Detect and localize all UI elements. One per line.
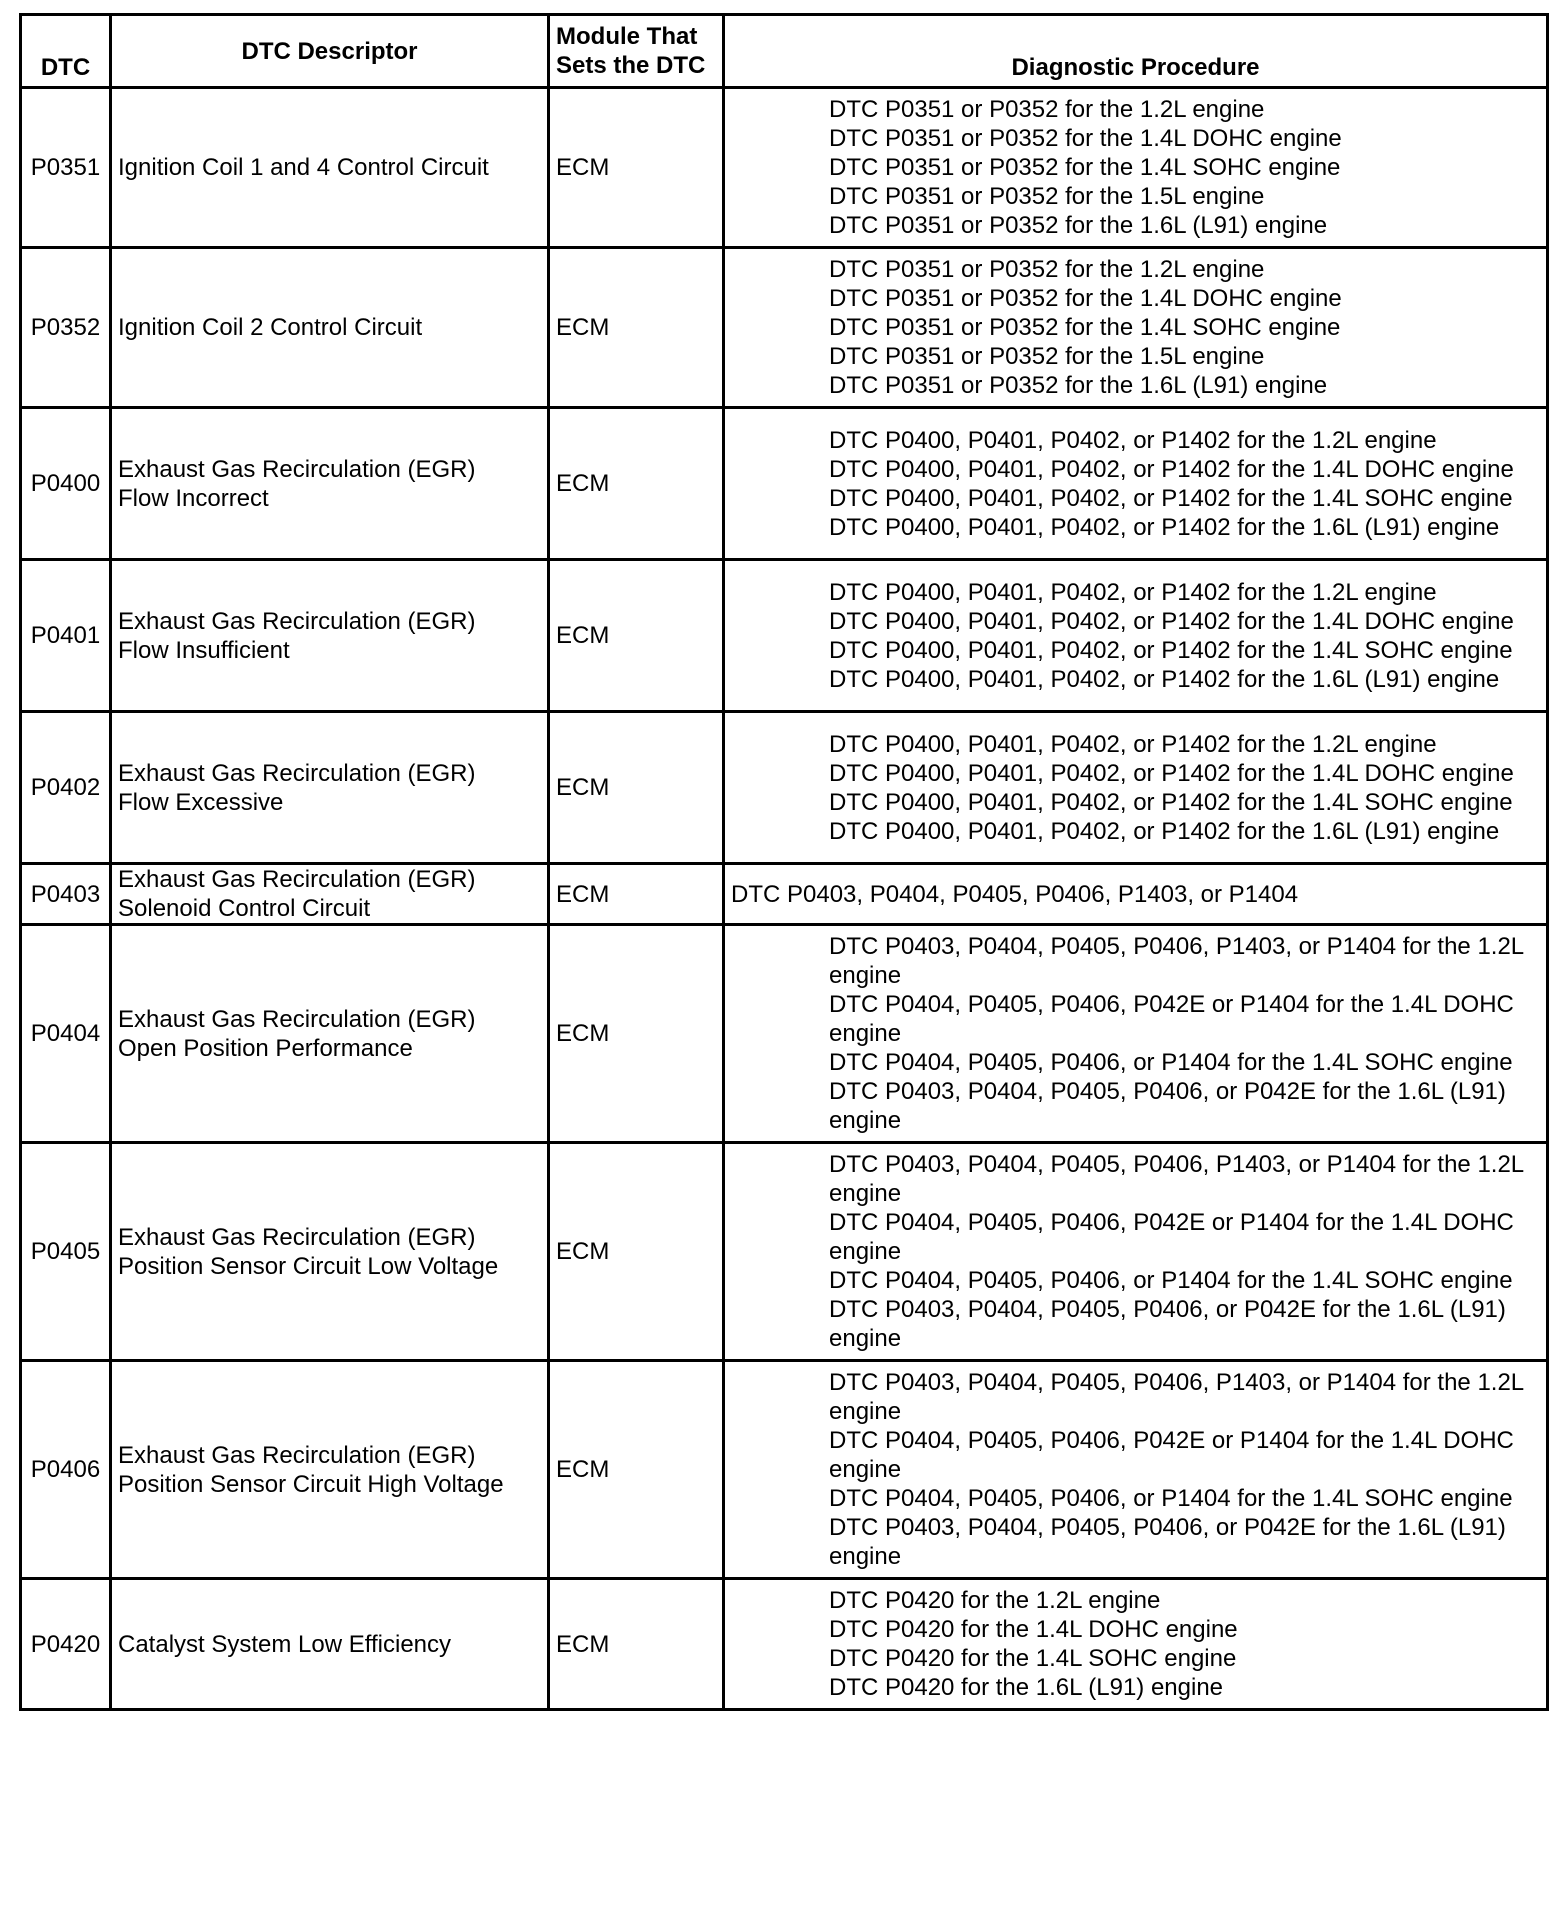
procedure-link[interactable]: DTC P0351 or P0352 for the 1.5L engine: [829, 183, 1265, 210]
dtc-descriptor-cell: [111, 1361, 549, 1579]
dtc-code-cell: P0405: [21, 1143, 111, 1361]
descriptor-line: Exhaust Gas Recirculation (EGR): [118, 759, 476, 787]
descriptor-line: Position Sensor Circuit Low Voltage: [118, 1252, 499, 1280]
procedure-link[interactable]: DTC P0351 or P0352 for the 1.4L SOHC engine: [829, 154, 1341, 181]
procedure-link[interactable]: DTC P0404, P0405, P0406, or P1404 for the 1.4L SOHC engine: [829, 1049, 1513, 1076]
procedure-link[interactable]: DTC P0403, P0404, P0405, P0406, P1403, or P1404 for the 1.2L engine: [829, 1369, 1524, 1425]
dtc-descriptor-cell: [111, 88, 549, 248]
procedure-link[interactable]: DTC P0351 or P0352 for the 1.2L engine: [829, 256, 1265, 283]
procedure-link[interactable]: DTC P0404, P0405, P0406, or P1404 for the 1.4L SOHC engine: [829, 1485, 1513, 1512]
module-cell: ECM: [549, 864, 724, 925]
dtc-descriptor-cell: [111, 408, 549, 560]
dtc-code-cell: P0403: [21, 864, 111, 925]
dtc-descriptor-cell: [111, 864, 549, 925]
descriptor-line: Exhaust Gas Recirculation (EGR): [118, 1441, 476, 1469]
dtc-table: [19, 13, 1549, 1711]
procedure-link[interactable]: DTC P0351 or P0352 for the 1.6L (L91) engine: [829, 372, 1328, 399]
table-row: [21, 248, 1548, 408]
descriptor-line: Flow Excessive: [118, 788, 284, 816]
procedure-link[interactable]: DTC P0400, P0401, P0402, or P1402 for the 1.4L SOHC engine: [829, 484, 1513, 512]
dtc-code-cell: P0351: [21, 88, 111, 248]
procedure-link[interactable]: DTC P0403, P0404, P0405, P0406, or P042E for the 1.6L (L91) engine: [829, 1296, 1506, 1352]
header-procedure: Diagnostic Procedure: [724, 15, 1548, 88]
header-descriptor: [111, 15, 549, 88]
module-cell: ECM: [549, 248, 724, 408]
procedure-cell: [724, 1361, 1548, 1579]
descriptor-line: Exhaust Gas Recirculation (EGR): [118, 607, 476, 635]
dtc-descriptor-cell: [111, 248, 549, 408]
dtc-descriptor-cell: [111, 925, 549, 1143]
procedure-link[interactable]: DTC P0404, P0405, P0406, or P1404 for the 1.4L SOHC engine: [829, 1267, 1513, 1294]
procedure-cell: [724, 1143, 1548, 1361]
header-descriptor-label: DTC Descriptor: [241, 37, 418, 65]
module-cell: ECM: [549, 560, 724, 712]
procedure-link[interactable]: DTC P0400, P0401, P0402, or P1402 for the 1.6L (L91) engine: [829, 513, 1500, 541]
dtc-code-cell: P0401: [21, 560, 111, 712]
procedure-link[interactable]: DTC P0404, P0405, P0406, P042E or P1404 for the 1.4L DOHC engine: [829, 991, 1514, 1047]
header-module: [549, 15, 724, 88]
procedure-cell: [724, 408, 1548, 560]
descriptor-line: Flow Insufficient: [118, 636, 290, 664]
dtc-descriptor-cell: [111, 560, 549, 712]
descriptor-line: Ignition Coil 2 Control Circuit: [118, 314, 423, 341]
procedure-link[interactable]: DTC P0404, P0405, P0406, P042E or P1404 for the 1.4L DOHC engine: [829, 1427, 1514, 1483]
procedure-link[interactable]: DTC P0403, P0404, P0405, P0406, P1403, or P1404 for the 1.2L engine: [829, 1151, 1524, 1207]
procedure-link[interactable]: DTC P0400, P0401, P0402, or P1402 for the 1.4L DOHC engine: [829, 607, 1514, 635]
descriptor-line: Catalyst System Low Efficiency: [118, 1630, 452, 1658]
dtc-code-cell: P0402: [21, 712, 111, 864]
descriptor-line: Solenoid Control Circuit: [118, 895, 371, 922]
dtc-code-cell: P0400: [21, 408, 111, 560]
procedure-link[interactable]: DTC P0351 or P0352 for the 1.4L DOHC engine: [829, 285, 1342, 312]
table-row: [21, 1143, 1548, 1361]
table-header: [21, 15, 1548, 88]
dtc-descriptor-cell: [111, 712, 549, 864]
procedure-link[interactable]: DTC P0351 or P0352 for the 1.4L SOHC engine: [829, 314, 1341, 341]
procedure-link[interactable]: DTC P0403, P0404, P0405, P0406, P1403, or P1404 for the 1.2L engine: [829, 933, 1524, 989]
module-cell: ECM: [549, 1361, 724, 1579]
module-cell: ECM: [549, 88, 724, 248]
procedure-cell: [724, 712, 1548, 864]
procedure-link[interactable]: DTC P0420 for the 1.4L SOHC engine: [829, 1645, 1237, 1672]
procedure-link[interactable]: DTC P0400, P0401, P0402, or P1402 for the 1.4L SOHC engine: [829, 636, 1513, 664]
table-row: [21, 1361, 1548, 1579]
dtc-code-cell: P0352: [21, 248, 111, 408]
descriptor-line: Flow Incorrect: [118, 484, 269, 512]
procedure-link[interactable]: DTC P0351 or P0352 for the 1.2L engine: [829, 96, 1265, 123]
table-row: [21, 712, 1548, 864]
header-dtc: DTC: [21, 15, 111, 88]
procedure-link[interactable]: DTC P0351 or P0352 for the 1.6L (L91) engine: [829, 212, 1328, 239]
procedure-link[interactable]: DTC P0400, P0401, P0402, or P1402 for the 1.2L engine: [829, 578, 1437, 606]
procedure-link[interactable]: DTC P0400, P0401, P0402, or P1402 for the 1.4L DOHC engine: [829, 455, 1514, 483]
module-cell: ECM: [549, 1579, 724, 1710]
header-module-line2: Sets the DTC: [556, 52, 706, 79]
procedure-link[interactable]: DTC P0404, P0405, P0406, P042E or P1404 for the 1.4L DOHC engine: [829, 1209, 1514, 1265]
procedure-cell: [724, 1579, 1548, 1710]
procedure-cell: [724, 864, 1548, 925]
procedure-link[interactable]: DTC P0351 or P0352 for the 1.5L engine: [829, 343, 1265, 370]
table-row: [21, 560, 1548, 712]
table-row: [21, 864, 1548, 925]
descriptor-line: Position Sensor Circuit High Voltage: [118, 1470, 504, 1498]
dtc-descriptor-cell: [111, 1579, 549, 1710]
dtc-code-cell: P0420: [21, 1579, 111, 1710]
procedure-link[interactable]: DTC P0400, P0401, P0402, or P1402 for the 1.4L DOHC engine: [829, 759, 1514, 787]
table-row: [21, 925, 1548, 1143]
descriptor-line: Exhaust Gas Recirculation (EGR): [118, 1005, 476, 1033]
header-module-line1: Module That: [556, 23, 698, 50]
table-row: [21, 408, 1548, 560]
procedure-link[interactable]: DTC P0403, P0404, P0405, P0406, P1403, or P1404: [731, 880, 1299, 908]
procedure-link[interactable]: DTC P0420 for the 1.6L (L91) engine: [829, 1674, 1224, 1701]
descriptor-line: Exhaust Gas Recirculation (EGR): [118, 866, 476, 893]
module-cell: ECM: [549, 1143, 724, 1361]
descriptor-line: Exhaust Gas Recirculation (EGR): [118, 455, 476, 483]
header-row: [21, 15, 1548, 88]
dtc-descriptor-cell: [111, 1143, 549, 1361]
dtc-code-cell: P0404: [21, 925, 111, 1143]
procedure-cell: [724, 248, 1548, 408]
module-cell: ECM: [549, 712, 724, 864]
module-cell: ECM: [549, 925, 724, 1143]
descriptor-line: Ignition Coil 1 and 4 Control Circuit: [118, 154, 489, 181]
table-body: [21, 88, 1548, 1710]
procedure-link[interactable]: DTC P0400, P0401, P0402, or P1402 for the 1.6L (L91) engine: [829, 817, 1500, 845]
procedure-link[interactable]: DTC P0400, P0401, P0402, or P1402 for the 1.4L SOHC engine: [829, 788, 1513, 816]
procedure-link[interactable]: DTC P0400, P0401, P0402, or P1402 for the 1.2L engine: [829, 730, 1437, 758]
procedure-link[interactable]: DTC P0403, P0404, P0405, P0406, or P042E for the 1.6L (L91) engine: [829, 1078, 1506, 1134]
dtc-code-cell: P0406: [21, 1361, 111, 1579]
procedure-cell: [724, 560, 1548, 712]
procedure-link[interactable]: DTC P0400, P0401, P0402, or P1402 for the 1.2L engine: [829, 426, 1437, 454]
descriptor-line: Open Position Performance: [118, 1034, 413, 1062]
procedure-link[interactable]: DTC P0351 or P0352 for the 1.4L DOHC engine: [829, 125, 1342, 152]
procedure-link[interactable]: DTC P0403, P0404, P0405, P0406, or P042E for the 1.6L (L91) engine: [829, 1514, 1506, 1570]
procedure-cell: [724, 925, 1548, 1143]
table-row: [21, 1579, 1548, 1710]
module-cell: ECM: [549, 408, 724, 560]
procedure-link[interactable]: DTC P0420 for the 1.4L DOHC engine: [829, 1616, 1238, 1643]
table-row: [21, 88, 1548, 248]
procedure-cell: [724, 88, 1548, 248]
procedure-link[interactable]: DTC P0420 for the 1.2L engine: [829, 1587, 1161, 1614]
descriptor-line: Exhaust Gas Recirculation (EGR): [118, 1223, 476, 1251]
procedure-link[interactable]: DTC P0400, P0401, P0402, or P1402 for the 1.6L (L91) engine: [829, 665, 1500, 693]
